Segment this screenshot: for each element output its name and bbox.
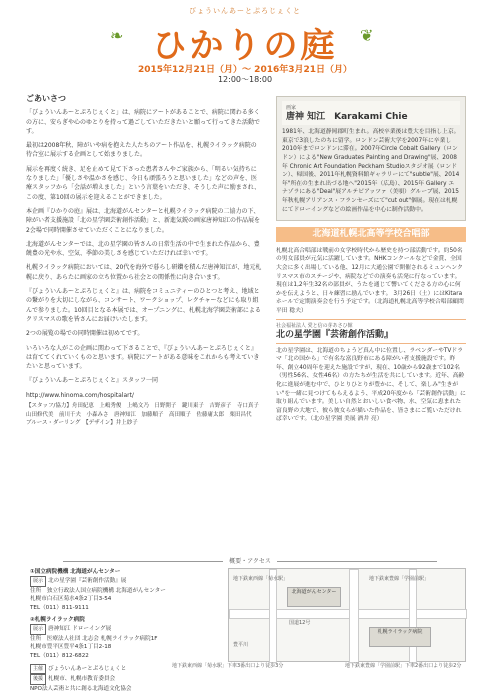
greeting-paragraph: 札幌ライラック病院においては、20代を海外で暮らし研鑽を積んだ唐神知江が、地元札幌に戻り、あらたに画家の立ち位置から社会との関係性に向き合います。	[26, 264, 262, 281]
greeting-paragraph: 2つの展覧の場での同時開催は初めてです。	[26, 330, 144, 338]
gakuen-heading	[276, 319, 466, 343]
venue-2-line: 住所 医療法人社団 北志会 札幌ライラック病院1F	[30, 635, 158, 642]
exhibition-dates: 2015年12月21日（月）～ 2016年3月21日（月）	[137, 65, 353, 75]
greeting-paragraph: 「びょういんあーとぷろじぇくと」は、病院にアートがあることで、病院に関わる多くの方に、安らぎや心のゆとりを持って過ごしていただきたいと願って行ってきた活動です。	[26, 109, 261, 135]
venue-2	[30, 616, 226, 660]
greeting-paragraph: 展示を再度く続き、足を止めて見て下さった患者さんやご家族から、「明るい気持ちになりました」「優しさや温かさを感じ、今日も頑張ろうと思いました」などの声を、医療スタッフから「会話が増えました」という言葉をいただき、そうした声に励まされ、この度、第10回の展示を迎えることができました。	[26, 165, 261, 201]
right-column	[276, 96, 466, 428]
map-road	[349, 569, 359, 663]
organizer-tag: 主催	[30, 664, 46, 674]
greeting-paragraph: 北海道がんセンターでは、北の星学園の皆さんの日常生活の中で生まれた作品から、豊饒豊の光や水、空気、季節の美しさを感じていただければ幸いです。	[26, 240, 260, 258]
greeting-heading: ごあいさつ	[26, 94, 66, 103]
gakuen-description: 北の星学園は、北海道のちょうど真ん中に位置し、ラベンダーやTVドラマ「北の国から」で有名な富良野市にある障がい者支援施設です。昨年、創立40周年を迎えた施設ですが、現在、10歳から92歳まで102名（男性56名、女性46名）の方たちが生活を共にしています。近年、高齢化に進展が進む中で、ひとりひとりが豊かに、そして、楽しみ"生きがい"を一緒に見つけてもらえるよう、平成20年度から「芸術創作活動」に取り組んでいます。美しい自然とおいしい食べ物、水、空気に恵まれた富良野の大地で、彼ら彼女らが描いた作品を、皆さまにご覧いただければ幸いです。（北の星学園 美展 酒井 亮）	[276, 347, 466, 423]
access-map	[228, 568, 466, 662]
header	[0, 0, 490, 90]
leaf-deco-icon: ❦	[360, 26, 374, 45]
artist-profile	[276, 96, 466, 221]
map-label-station1: 地下鉄東西線「菊水駅」	[233, 576, 289, 582]
series-label: びょういんあーとぷろじぇくと	[189, 7, 301, 15]
venue-2-title: ②札幌ライラック病院	[30, 617, 85, 624]
support-name-2: NPO法人芸術と共に創る北海道文化協会	[30, 685, 132, 692]
divider	[277, 561, 437, 562]
map-label-river: 豊平川	[233, 642, 249, 648]
map-road	[269, 569, 277, 663]
divider	[63, 561, 223, 562]
leaf-deco-icon: ❧	[110, 26, 124, 45]
project-url-link[interactable]: http://www.hinoma.com/hospitalart/	[26, 391, 134, 399]
gakuen-name: 北の星学園『芸術創作活動』	[276, 330, 394, 341]
map-road	[229, 609, 467, 619]
venue-1	[30, 568, 226, 612]
support-name: 札幌市、札幌市教育委員会	[48, 676, 116, 683]
greeting-paragraph: 最初は2008年秋、障がいや病を抱えた人たちのアート作品を、札幌ライラック病院の待合室に展示する企画として始まりました。	[26, 142, 257, 159]
map-caption-2: 地下鉄東豊線「学園前駅」下車2番出口より徒歩2分	[345, 663, 462, 669]
map-caption-1: 地下鉄東西線「菊水駅」下車3番出口より徒歩3分	[172, 663, 284, 669]
map-building-lilac-hospital: 札幌ライラック病院	[369, 627, 431, 647]
support-tag: 後援	[30, 674, 46, 684]
map-label-station2: 地下鉄東豊線「学園前駅」	[369, 576, 430, 582]
access-heading: 概要・アクセス	[30, 556, 470, 565]
venue-1-exhibit: 北の星学園『芸術創作活動』展	[48, 578, 127, 585]
artist-role: 画家	[286, 105, 297, 111]
greeting-paragraph: 『びょういんあーとぷろじぇくと』は、病院をコミュニティーのひとつと考え、地域との繋がりを大切にしながら、コンサート、ワークショップ、レクチャーなどにも取り組んで参りました。10回目となる本展では、オープニングに、札幌北海学園芸術部によるクリスマスの歌を皆さんにお届けいたします。	[26, 288, 261, 323]
staff-credits: 【スタッフ/協力】舟田紀恵 上嶋秀俊 上嶋文乃 日野開子 鍵川東子 吉野彦子 寺口真子 山田修代美 前川千夫 小森みさ 唐神知江 加藤順子 高田順子 佐藤庸太郎 栗田昌代 ブルース・ダーリング 【デザイン】井上紗子	[26, 403, 265, 427]
exhibit-tag: 展示	[30, 576, 46, 586]
venue-1-line: TEL（011）811-9111	[30, 604, 89, 611]
greeting-signature: 『びょういんあーとぷろじぇくと』スタッフ一同	[26, 377, 159, 385]
choir-description: 札幌北高合唱部は戦前の女学校時代から歴史を持つ部活動です。約50名の男女部員が元気に活躍しています。NHKコンクールなどで金賞、全国大会に多く出場している他、12月に大通公園で開催されるミュンヘンクリスマス市のステージや、病院などでの演奏も活発に行なっています。現在は1,2年生32名の部員が、うたを通じて響いてくださる方の心に何かを伝えようと、日々練習に励んでいます。 3月26日（土）にはKitaraホールで定期演奏会を行う予定です。（北海道札幌北高等学校合唱部顧問 平田 稔夫）	[276, 247, 464, 314]
exhibit-tag: 展示	[30, 624, 46, 634]
venue-1-line: 札幌市白石区菊水4条2丁目3-54	[30, 596, 112, 603]
venue-1-title: ①国立病院機構 北海道がんセンター	[30, 569, 121, 575]
venue-2-line: 札幌市豊平区豊平4条1丁目2-18	[30, 644, 112, 651]
exhibition-hours: 12:00～18:00	[217, 75, 273, 84]
organizer-name: びょういんあーとぷろじぇくと	[48, 666, 127, 673]
map-label-route: 国道12号	[289, 620, 311, 626]
venue-2-line: TEL（011）812-6822	[30, 652, 89, 659]
choir-heading: 北海道札幌北高等学校合唱部	[276, 227, 466, 242]
venue-1-line: 住所 独立行政法人国立病院機構 北海道がんセンター	[30, 587, 166, 594]
venue-info	[30, 568, 226, 697]
gakuen-org: 社会福祉法人 愛と信の芽あさひ館	[276, 323, 353, 330]
artist-bio: 1981年、北海道静岡郡町生まれ。高校卒業後は豊大を目指し上京。東京で3浪したのちに留学。ロンドン芸術大学を2007年に卒業し2010年までロンドンに滞在。2007年Circle Cobalt Gallery（ロンドン）による"New Graduates Painting and Drawing"展、2008年 Chronic Art Foundation Peckham Studioスタジオ展（ロンドン）、帰国後、2011年札幌資料館ギャラリーにて"subtle"展、2014年"所在の生まれ出づる地へ"2015年（広島）、2015年 Gallery エナゾラにある"Deal"展アルテピアッツァ（美唄）グループ展、2015年秋札幌アリアンス・フランセーズにて"cut out"個展。現在は札幌にてドローイングなどの絵画作品を中心に制作活動中。	[282, 129, 460, 213]
artist-name: 唐神 知江 Karakami Chie	[286, 111, 408, 122]
map-road	[409, 569, 417, 663]
map-building-cancer-center: 北海道がんセンター	[287, 587, 341, 607]
artist-name-box	[282, 101, 460, 125]
page-title: ひかりの庭	[152, 26, 338, 66]
greeting-paragraph: いろいろな人がこの企画に関わって下さることで、『びょういんあーとぷろじぇくと』は育ててくれていくものと思います。病院にアートがある意味をこれからも考えていきたいと思っています。	[26, 344, 260, 371]
greeting-section	[26, 94, 265, 433]
greeting-paragraph: 本企画『ひかりの庭』展は、北海道がんセンターと札幌ライラック病院の二協力の下、障がい者支援施設「北の星学園芸術創作活動」と、新進気鋭の画家唐神知江の作品展を2会場で同時開催させていただくことになりました。	[26, 207, 261, 234]
venue-2-exhibit: 唐神知江 ドローイング展	[48, 626, 112, 633]
